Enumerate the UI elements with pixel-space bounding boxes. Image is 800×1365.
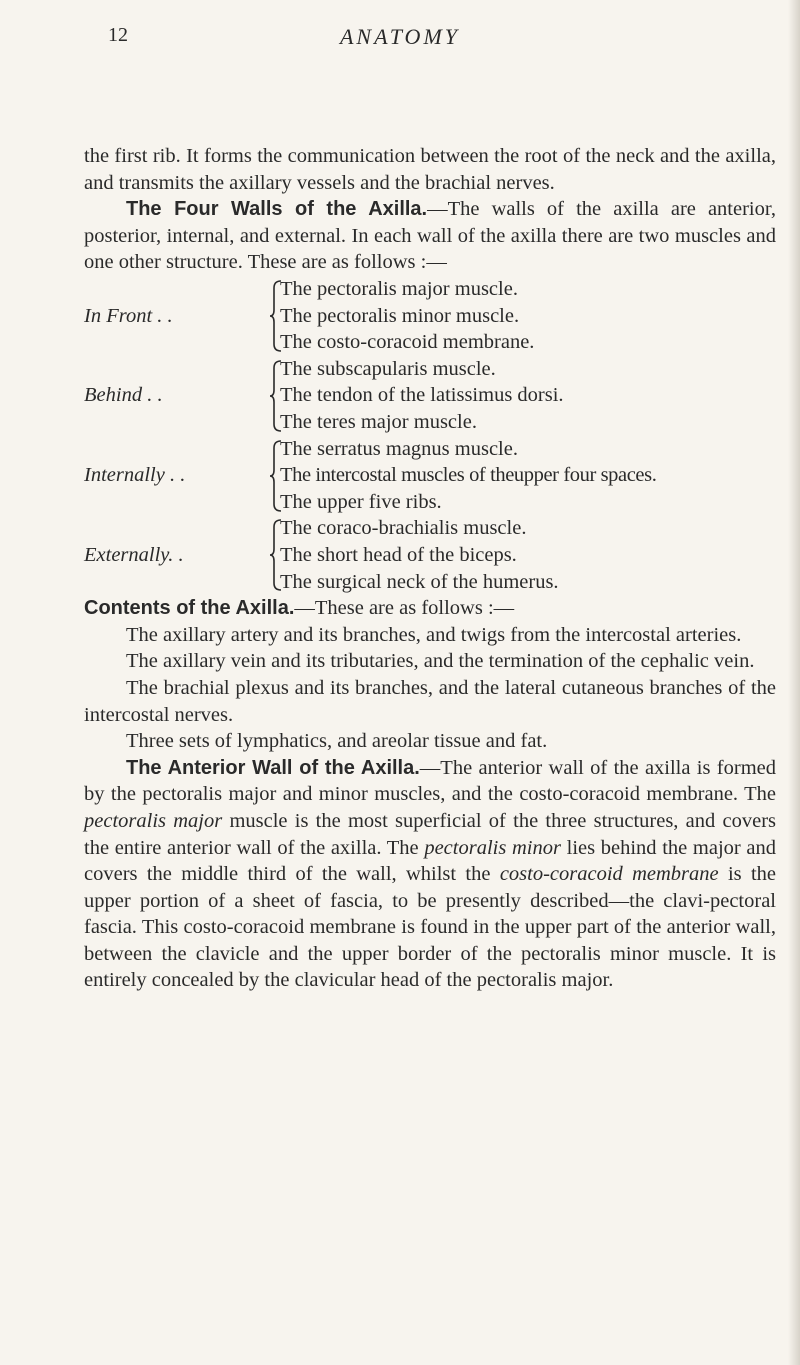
wall-item: The upper five ribs. <box>280 490 442 513</box>
wall-item: The teres major muscle. <box>280 410 477 433</box>
contents-paragraph <box>84 595 776 622</box>
page-number: 12 <box>108 24 128 46</box>
body-text <box>84 143 776 994</box>
anterior-wall-text: lies behind the major and covers the middle third of the wall, whilst the <box>84 836 777 886</box>
wall-items-internal <box>280 436 776 516</box>
four-walls-text: —The walls of the axilla are anterior, posterior, internal, and external. In each wall of the axilla there are two muscles and one other structure. These are as follows :— <box>84 198 776 274</box>
page-edge-shadow <box>788 0 800 1365</box>
contents-item: The axillary artery and its branches, and twigs from the intercostal arteries. <box>126 623 742 646</box>
wall-label-behind: Behind . . <box>84 384 163 407</box>
contents-heading: Contents of the Axilla. <box>84 597 295 620</box>
wall-group-external <box>84 515 776 595</box>
term-pectoralis-major: pectoralis major <box>84 809 223 832</box>
contents-item: The axillary vein and its tributaries, and the termination of the cephalic vein. <box>126 650 755 673</box>
anterior-wall-heading: The Anterior Wall of the Axilla. <box>126 756 420 779</box>
wall-item: The short head of the biceps. <box>280 543 517 566</box>
wall-label-external: Externally. . <box>84 543 184 566</box>
wall-item: The serratus magnus muscle. <box>280 437 518 460</box>
wall-items-external <box>280 515 776 595</box>
wall-item: The pectoralis major muscle. <box>280 277 518 300</box>
wall-items-behind <box>280 356 776 436</box>
anterior-wall-text: —The anterior wall of the axilla is formed by the pectoralis major and minor muscles, and the costo-coracoid membrane. The <box>84 756 776 806</box>
wall-item: The tendon of the latissimus dorsi. <box>280 384 564 407</box>
wall-items-front <box>280 276 776 356</box>
wall-group-behind <box>84 356 776 436</box>
wall-group-front <box>84 276 776 356</box>
wall-label-front: In Front . . <box>84 304 173 327</box>
contents-item: Three sets of lymphatics, and areolar tissue and fat. <box>126 730 548 753</box>
contents-item: The brachial plexus and its branches, and the lateral cutaneous branches of the intercostal nerves. <box>84 676 776 726</box>
wall-group-internal <box>84 436 776 516</box>
anterior-wall-paragraph <box>84 755 776 994</box>
page-header <box>0 22 800 62</box>
wall-item: The costo-coracoid membrane. <box>280 331 535 354</box>
term-pectoralis-minor: pectoralis minor <box>424 836 561 859</box>
wall-item: The intercostal muscles of theupper four spaces. <box>280 464 657 487</box>
wall-item: The surgical neck of the humerus. <box>280 570 559 593</box>
contents-text: —These are as follows :— <box>294 597 515 620</box>
term-costo-coracoid-membrane: costo-coracoid membrane <box>499 863 719 886</box>
wall-item: The subscapularis muscle. <box>280 357 496 380</box>
running-head: ANATOMY <box>339 24 461 49</box>
intro-paragraph: the first rib. It forms the communication between the root of the neck and the axilla, and transmits the axillary vessels and the brachial nerves. <box>84 145 776 194</box>
wall-item: The coraco-brachialis muscle. <box>280 517 527 540</box>
wall-item: The pectoralis minor muscle. <box>280 304 520 327</box>
anterior-wall-text: is the upper portion of a sheet of fascia, to be presently described—the clavi-pectoral fascia. This costo-coracoid membrane is found in the upper part of the anterior wall, between the clavicle and the upper border of the pectoralis minor muscle. It is entirely concealed by the clavicular head of the pectoralis major. <box>84 863 777 992</box>
four-walls-paragraph <box>84 196 776 276</box>
wall-label-internal: Internally . . <box>84 464 186 487</box>
anterior-wall-text: muscle is the most superficial of the three structures, and covers the entire anterior wall of the axilla. The <box>84 809 777 859</box>
four-walls-heading: The Four Walls of the Axilla. <box>126 198 428 221</box>
